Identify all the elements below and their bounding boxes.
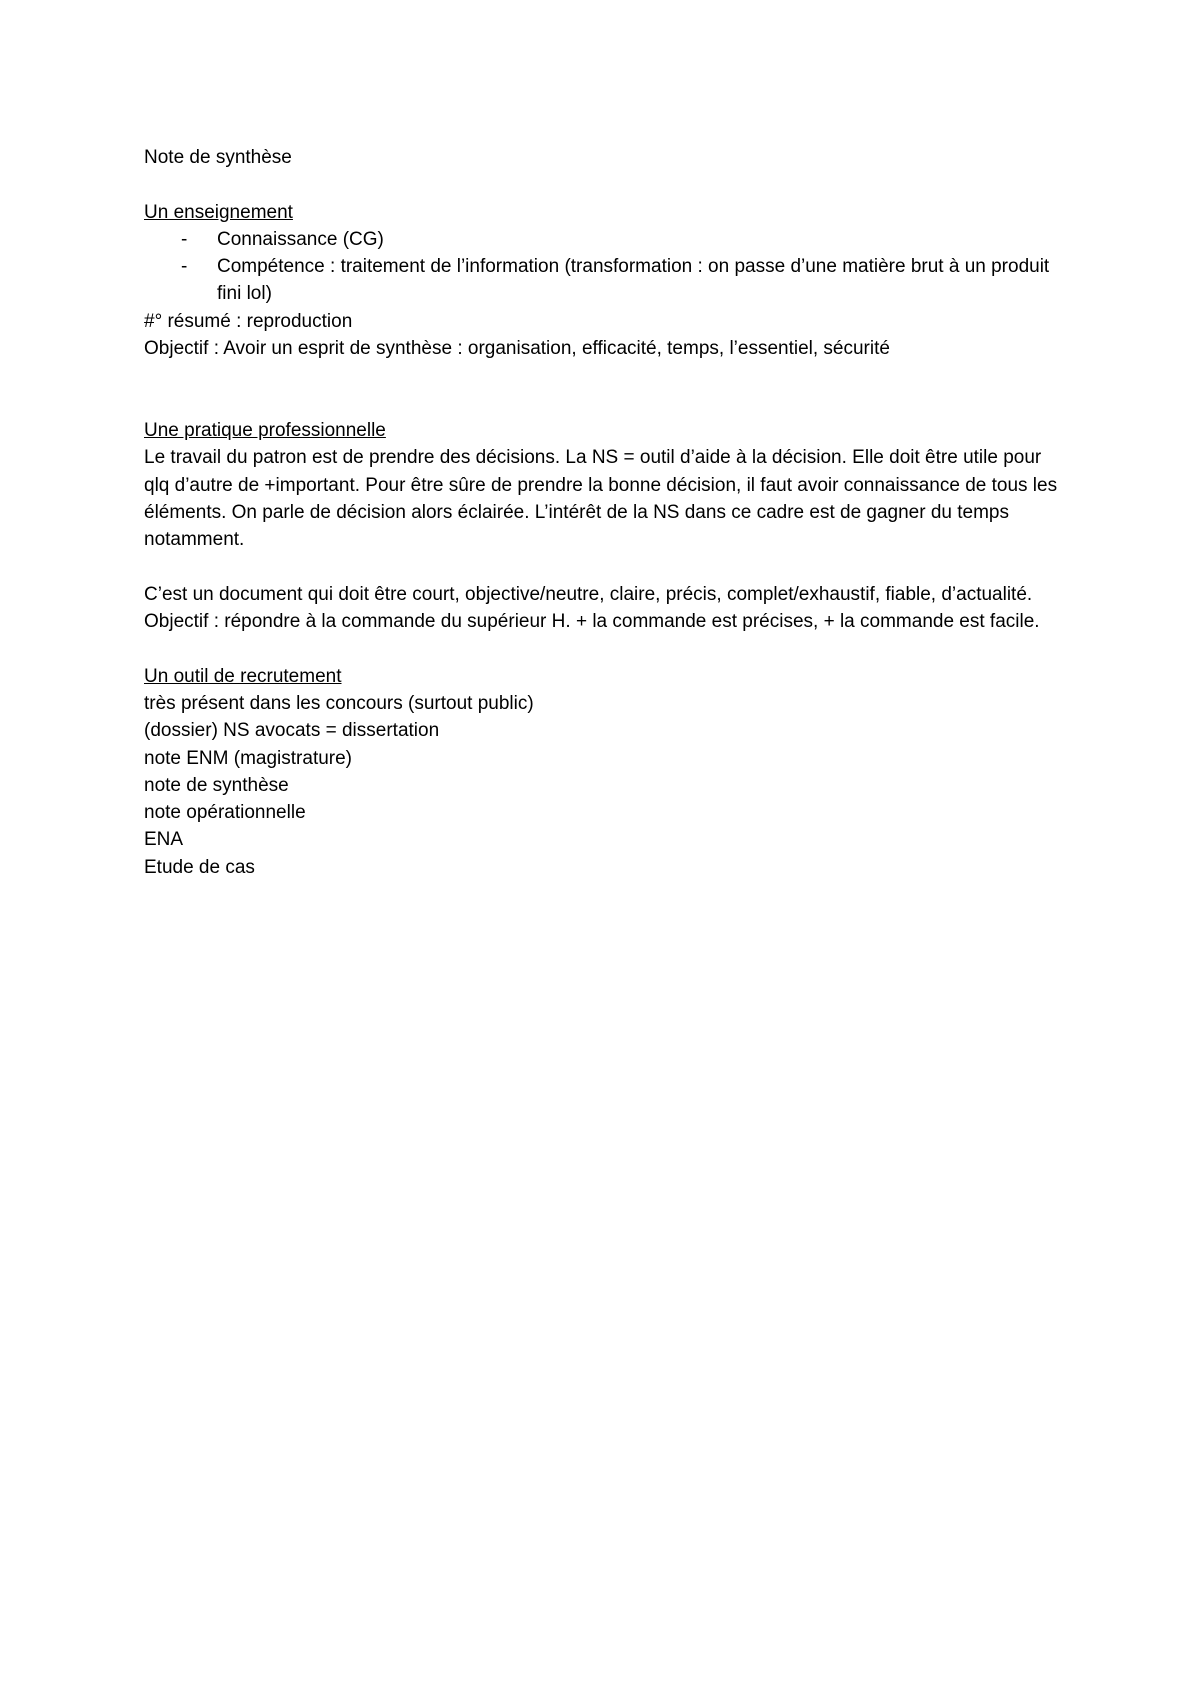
dash-marker: - [181,228,188,250]
blank-line [144,553,1064,580]
bullet-item [144,253,1064,308]
objective-line: Objectif : répondre à la commande du supérieur H. + la commande est précises, + la commande est facile. [144,611,1040,633]
list-line: Etude de cas [144,856,255,878]
document-body [144,144,1064,881]
section-heading-recrutement: Un outil de recrutement [144,665,342,687]
paragraph-decision: Le travail du patron est de prendre des décisions. La NS = outil d’aide à la décision. Elle doit être utile pour qlq d’autre de +important. Pour être sûre de prendre la bonne décision, il faut avoir connaissance de tous les éléments. On parle de décision alors éclairée. L’intérêt de la NS dans ce cadre est de gagner du temps notamment. [144,447,1058,551]
bullet-list [144,226,1064,308]
bullet-text: Connaissance (CG) [217,228,384,250]
blank-line [144,171,1064,198]
list-line: note ENM (magistrature) [144,747,353,769]
list-line: ENA [144,829,184,851]
section-heading-pratique: Une pratique professionnelle [144,419,386,441]
list-line: note opérationnelle [144,802,306,824]
document-title: Note de synthèse [144,147,292,168]
dash-marker: - [181,256,188,278]
list-line: très présent dans les concours (surtout public) [144,692,534,714]
section-heading-enseignement: Un enseignement [144,201,293,223]
list-line: (dossier) NS avocats = dissertation [144,720,440,742]
list-line: note de synthèse [144,774,289,796]
blank-line [144,635,1064,662]
blank-line [144,390,1064,417]
blank-line [144,362,1064,389]
objective-line: Objectif : Avoir un esprit de synthèse : organisation, efficacité, temps, l’essentiel, sécurité [144,338,890,360]
paragraph-document-qualities: C’est un document qui doit être court, objective/neutre, claire, précis, complet/exhaustif, fiable, d’actualité. [144,583,1033,605]
bullet-text: Compétence : traitement de l’information (transformation : on passe d’une matière brut à un produit fini lol) [217,256,1050,305]
resume-line: #° résumé : reproduction [144,310,353,332]
bullet-item [144,226,1064,253]
